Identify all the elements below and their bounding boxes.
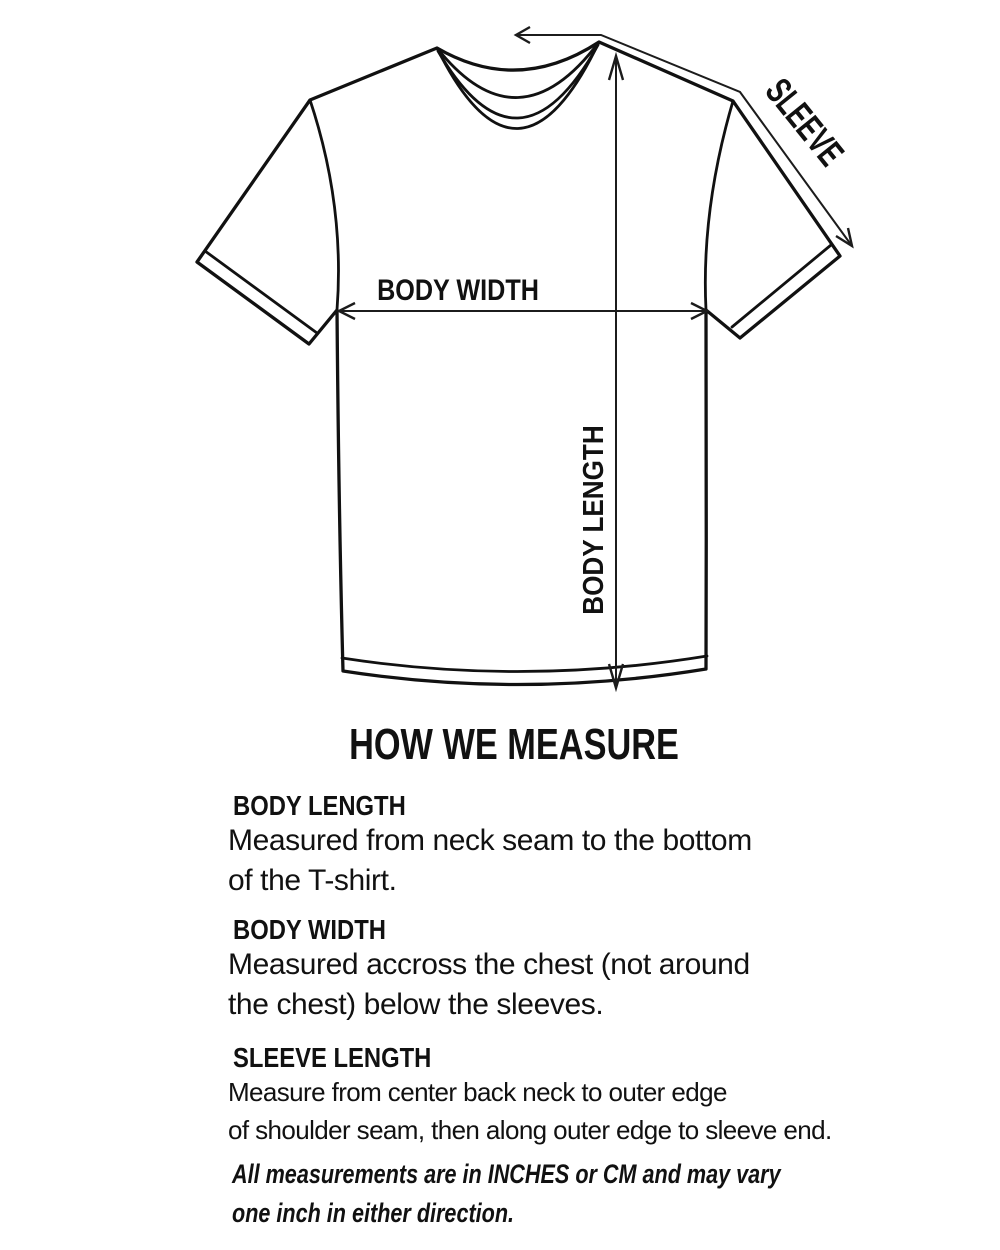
page-title: [303, 721, 726, 769]
section-body-width-line-2: the chest) below the sleeves.: [228, 988, 604, 1021]
section-body-width-heading-text: BODY WIDTH: [233, 914, 386, 945]
section-body-length-heading-text: BODY LENGTH: [233, 790, 406, 821]
section-body-length: [228, 791, 752, 901]
section-sleeve-length: [228, 1043, 832, 1149]
section-sleeve-length-line-2: of shoulder seam, then along outer edge to sleeve end.: [228, 1115, 832, 1145]
sleeve-measure-arrowhead-end: [836, 228, 852, 246]
measurement-note: [232, 1155, 918, 1233]
body-width-label: BODY WIDTH: [377, 272, 539, 307]
section-body-width: [228, 915, 750, 1025]
body-length-label: BODY LENGTH: [576, 425, 610, 615]
measurement-note-line-2: [232, 1194, 918, 1233]
section-body-length-line-2: of the T-shirt.: [228, 864, 397, 897]
section-sleeve-length-line-1: Measure from center back neck to outer edge: [228, 1077, 727, 1107]
section-body-length-line-1: Measured from neck seam to the bottom: [228, 824, 752, 857]
section-body-width-heading: [233, 915, 750, 945]
section-sleeve-length-heading-text: SLEEVE LENGTH: [233, 1042, 432, 1073]
measurement-note-line-1: [232, 1155, 918, 1194]
section-body-length-heading: [233, 791, 752, 821]
page-title-text: HOW WE MEASURE: [349, 720, 679, 769]
measurement-note-line-1-text: All measurements are in INCHES or CM and may vary: [232, 1159, 781, 1189]
tshirt-outline: [197, 42, 840, 685]
measurement-note-line-2-text: one inch in either direction.: [232, 1198, 515, 1228]
sleeve-label: SLEEVE: [757, 70, 853, 174]
section-sleeve-length-heading: [233, 1043, 832, 1073]
section-body-width-line-1: Measured accross the chest (not around: [228, 948, 750, 981]
